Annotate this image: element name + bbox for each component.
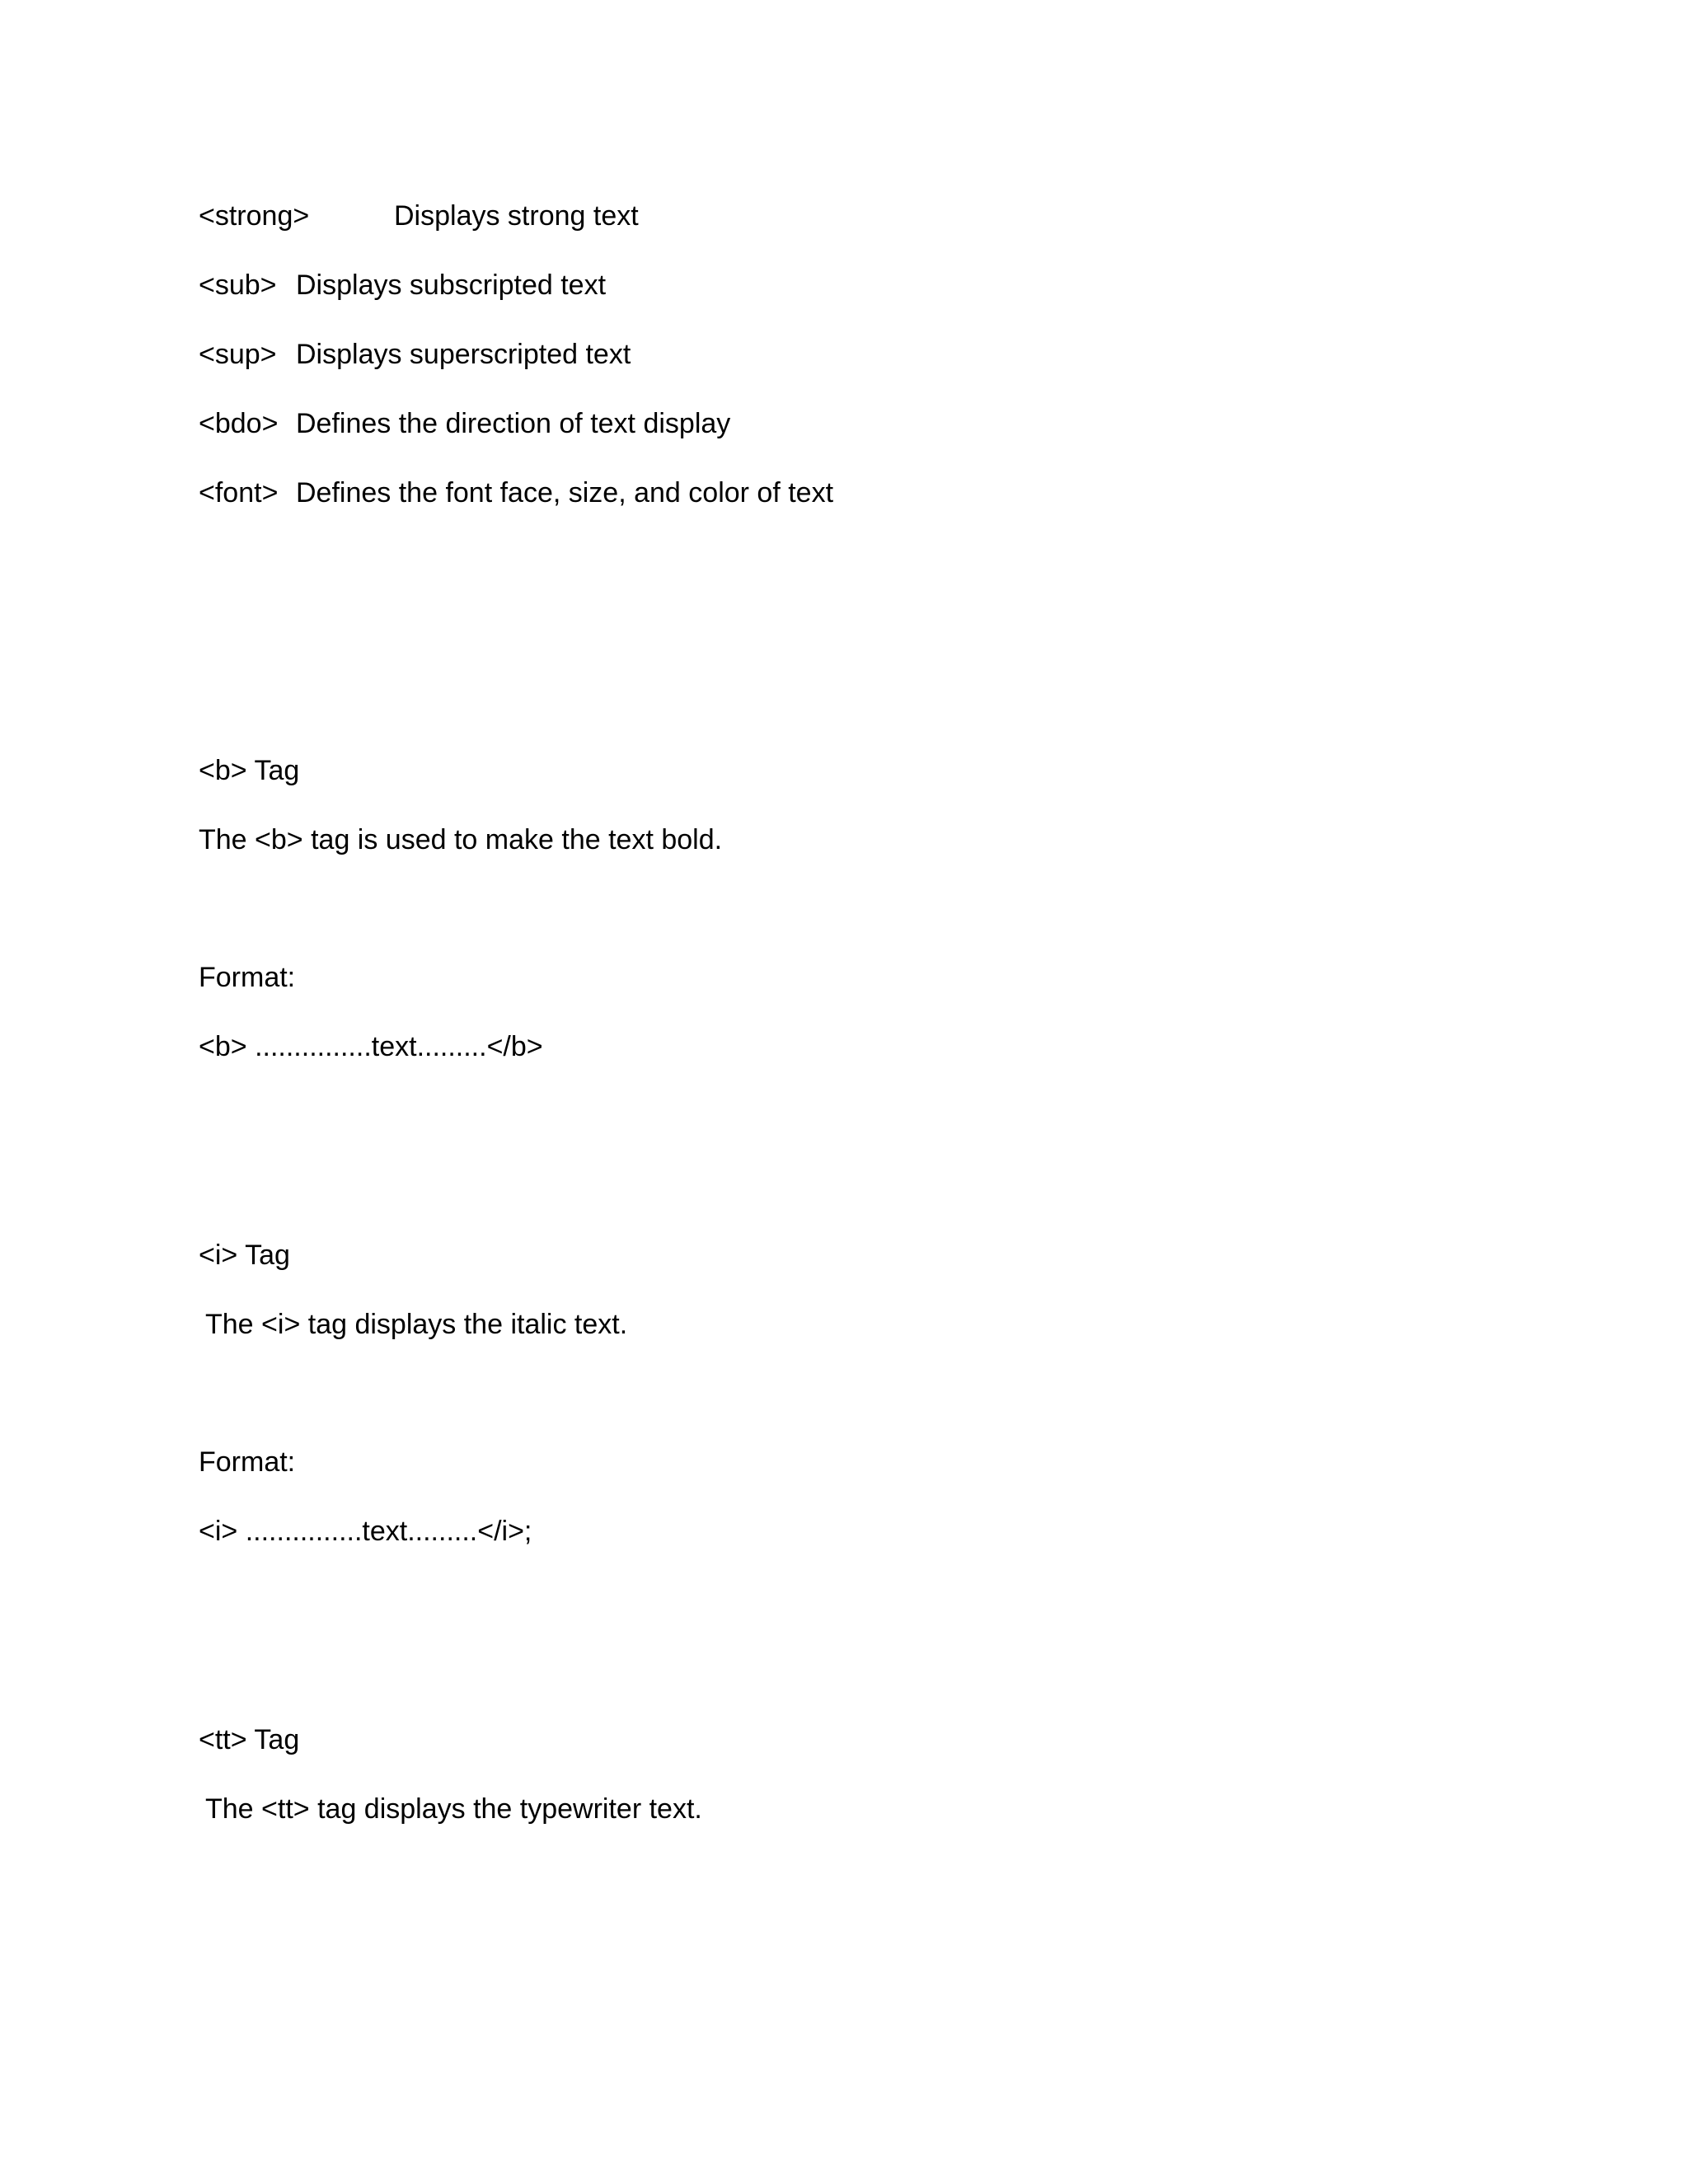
tag-description: Displays subscripted text [296, 269, 607, 301]
i-tag-format-label: Format: [199, 1446, 296, 1478]
i-tag-format-example: <i> ...............text.........</i>; [199, 1516, 532, 1547]
tag-row-sub [199, 269, 940, 302]
b-tag-description: The <b> tag is used to make the text bold. [199, 824, 723, 855]
tag-description: Defines the font face, size, and color of text [296, 477, 834, 509]
b-tag-heading: <b> Tag [199, 755, 300, 786]
i-tag-description: The <i> tag displays the italic text. [205, 1309, 628, 1340]
tag-name: <sub> [199, 269, 277, 301]
i-tag-heading: <i> Tag [199, 1240, 290, 1271]
b-tag-format-example: <b> ...............text.........</b> [199, 1031, 543, 1062]
tag-name: <sup> [199, 339, 277, 370]
tag-description: Defines the direction of text display [296, 408, 731, 439]
tag-row-bdo [199, 407, 940, 440]
tag-row-font [199, 476, 1023, 509]
tag-description: Displays strong text [394, 200, 639, 232]
tag-name: <strong> [199, 200, 310, 232]
tag-row-sup [199, 338, 940, 371]
tag-row-strong [199, 199, 940, 232]
tag-description: Displays superscripted text [296, 339, 631, 370]
tag-name: <font> [199, 477, 279, 509]
b-tag-format-label: Format: [199, 962, 296, 993]
tt-tag-description: The <tt> tag displays the typewriter text. [205, 1793, 702, 1825]
tt-tag-heading: <tt> Tag [199, 1724, 300, 1755]
tag-name: <bdo> [199, 408, 279, 439]
